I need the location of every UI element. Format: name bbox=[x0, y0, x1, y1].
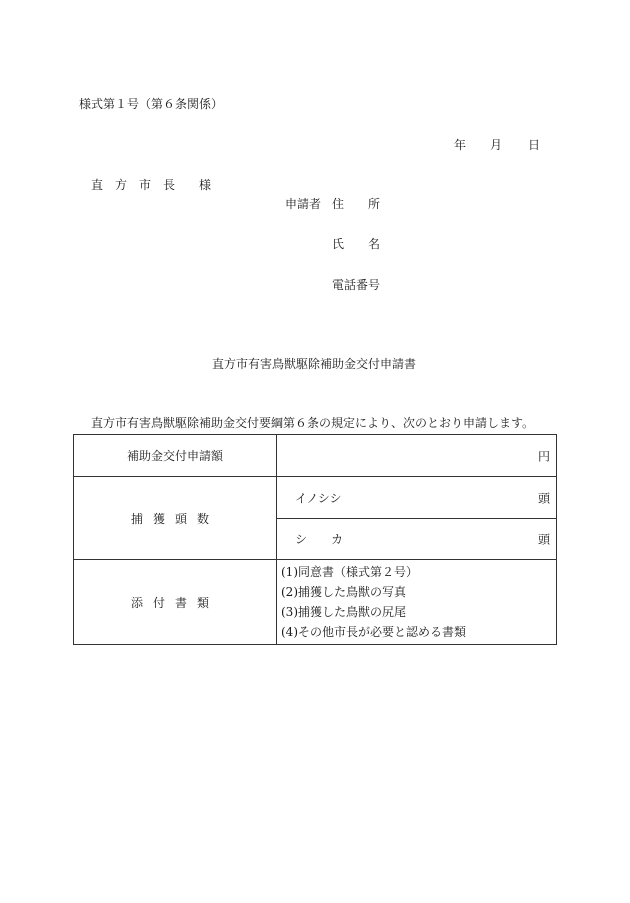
attachment-item: (2)捕獲した鳥獣の写真 bbox=[281, 585, 406, 599]
amount-unit: 円 bbox=[537, 449, 550, 463]
document-title: 直方市有害鳥獣駆除補助金交付申請書 bbox=[212, 357, 417, 371]
application-table bbox=[73, 434, 557, 645]
attachment-item: (3)捕獲した鳥獣の尻尾 bbox=[281, 605, 406, 619]
boar-row bbox=[74, 477, 557, 519]
address-label: 住 所 bbox=[332, 197, 381, 211]
boar-unit: 頭 bbox=[537, 491, 550, 505]
addressee: 直 方 市 長 様 bbox=[91, 178, 212, 192]
applicant-label: 申請者 bbox=[285, 197, 322, 211]
date-year-label: 年 bbox=[454, 138, 467, 152]
attachments-row bbox=[74, 560, 557, 645]
date-month-label: 月 bbox=[490, 138, 503, 152]
deer-cell bbox=[277, 519, 557, 560]
intro-text: 直方市有害鳥獣駆除補助金交付要綱第６条の規定により、次のとおり申請します。 bbox=[91, 416, 535, 430]
deer-label: シ カ bbox=[295, 532, 344, 547]
form-number: 様式第１号（第６条関係） bbox=[79, 97, 224, 111]
capture-count-label: 捕獲頭数 bbox=[74, 477, 277, 560]
attachment-item: (4)その他市長が必要と認める書類 bbox=[281, 625, 466, 639]
attachment-item: (1)同意書（様式第２号） bbox=[281, 565, 418, 579]
amount-label: 補助金交付申請額 bbox=[74, 435, 277, 477]
boar-label: イノシシ bbox=[295, 491, 342, 505]
boar-cell bbox=[277, 477, 557, 519]
deer-unit: 頭 bbox=[537, 532, 550, 547]
attachments-list bbox=[277, 560, 557, 645]
name-label: 氏 名 bbox=[332, 237, 381, 251]
amount-value-cell bbox=[277, 435, 557, 477]
attachments-label: 添付書類 bbox=[74, 560, 277, 645]
date-day-label: 日 bbox=[528, 138, 541, 152]
phone-label: 電話番号 bbox=[332, 278, 381, 292]
amount-row bbox=[74, 435, 557, 477]
